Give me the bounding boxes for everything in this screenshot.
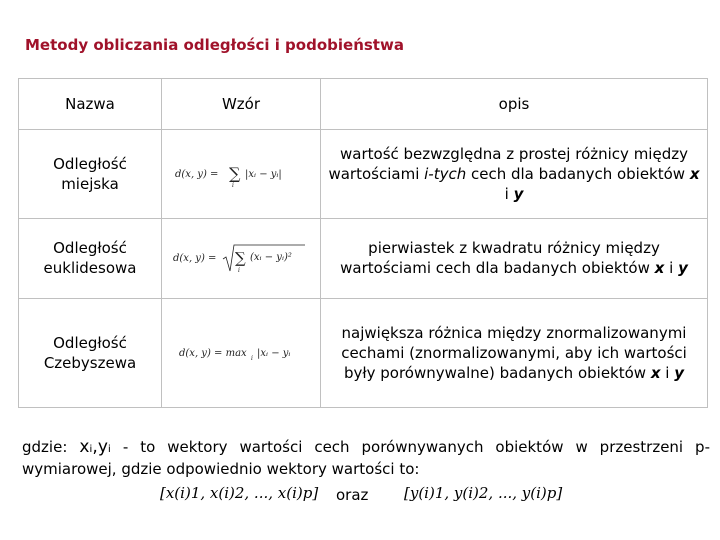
svg-text:i: i	[251, 354, 253, 362]
svg-text:∑: ∑	[229, 163, 241, 183]
method-name: Odległość euklidesowa	[19, 218, 162, 298]
vector-variables: xᵢ,yᵢ	[79, 437, 111, 457]
vector-x: [x(i)1, x(i)2, ..., x(i)p]	[160, 484, 319, 502]
method-name: Odległość miejska	[19, 130, 162, 218]
description: wartość bezwzględna z prostej różnicy między wartościami i-tych cech dla badanych obiektów x i y	[321, 130, 708, 218]
vector-y: [y(i)1, y(i)2, ..., y(i)p]	[404, 484, 563, 502]
table-header-row	[19, 79, 708, 130]
svg-text:d(x, y) =: d(x, y) =	[173, 253, 217, 265]
formula-chebyshev	[162, 298, 321, 407]
header-formula: Wzór	[162, 79, 321, 130]
formula-euclidean	[162, 218, 321, 298]
table-row	[19, 218, 708, 298]
svg-text:d(x, y) = max: d(x, y) = max	[179, 347, 247, 359]
header-description: opis	[321, 79, 708, 130]
svg-text:∑: ∑	[235, 249, 246, 268]
chebyshev-formula-image	[171, 338, 311, 368]
svg-text:d(x, y) =: d(x, y) =	[175, 168, 219, 180]
euclidean-formula-image	[171, 241, 311, 275]
conjunction-label: oraz	[336, 486, 369, 504]
svg-text:(xᵢ − yᵢ)²: (xᵢ − yᵢ)²	[250, 252, 292, 264]
manhattan-formula-image	[171, 159, 311, 189]
description: pierwiastek z kwadratu różnicy między wartościami cech dla badanych obiektów x i y	[321, 218, 708, 298]
slide-title: Metody obliczania odległości i podobieństwa	[25, 36, 404, 54]
table-row	[19, 130, 708, 218]
table-row	[19, 298, 708, 407]
svg-text:|xᵢ − yᵢ: |xᵢ − yᵢ	[257, 347, 291, 359]
formula-manhattan	[162, 130, 321, 218]
svg-text:|xᵢ − yᵢ|: |xᵢ − yᵢ|	[245, 168, 282, 180]
footer-note: gdzie: xᵢ,yᵢ - to wektory wartości cech porównywanych obiektów w przestrzeni p-wymiarowej, gdzie odpowiednio wektory wartości to:	[22, 437, 710, 478]
header-name: Nazwa	[19, 79, 162, 130]
svg-text:i: i	[238, 267, 240, 275]
svg-text:i: i	[232, 181, 234, 189]
methods-table	[18, 78, 708, 408]
method-name: Odległość Czebyszewa	[19, 298, 162, 407]
description: największa różnica między znormalizowanymi cechami (znormalizowanymi, aby ich wartości były porównywalne) badanych obiektów x i y	[321, 298, 708, 407]
